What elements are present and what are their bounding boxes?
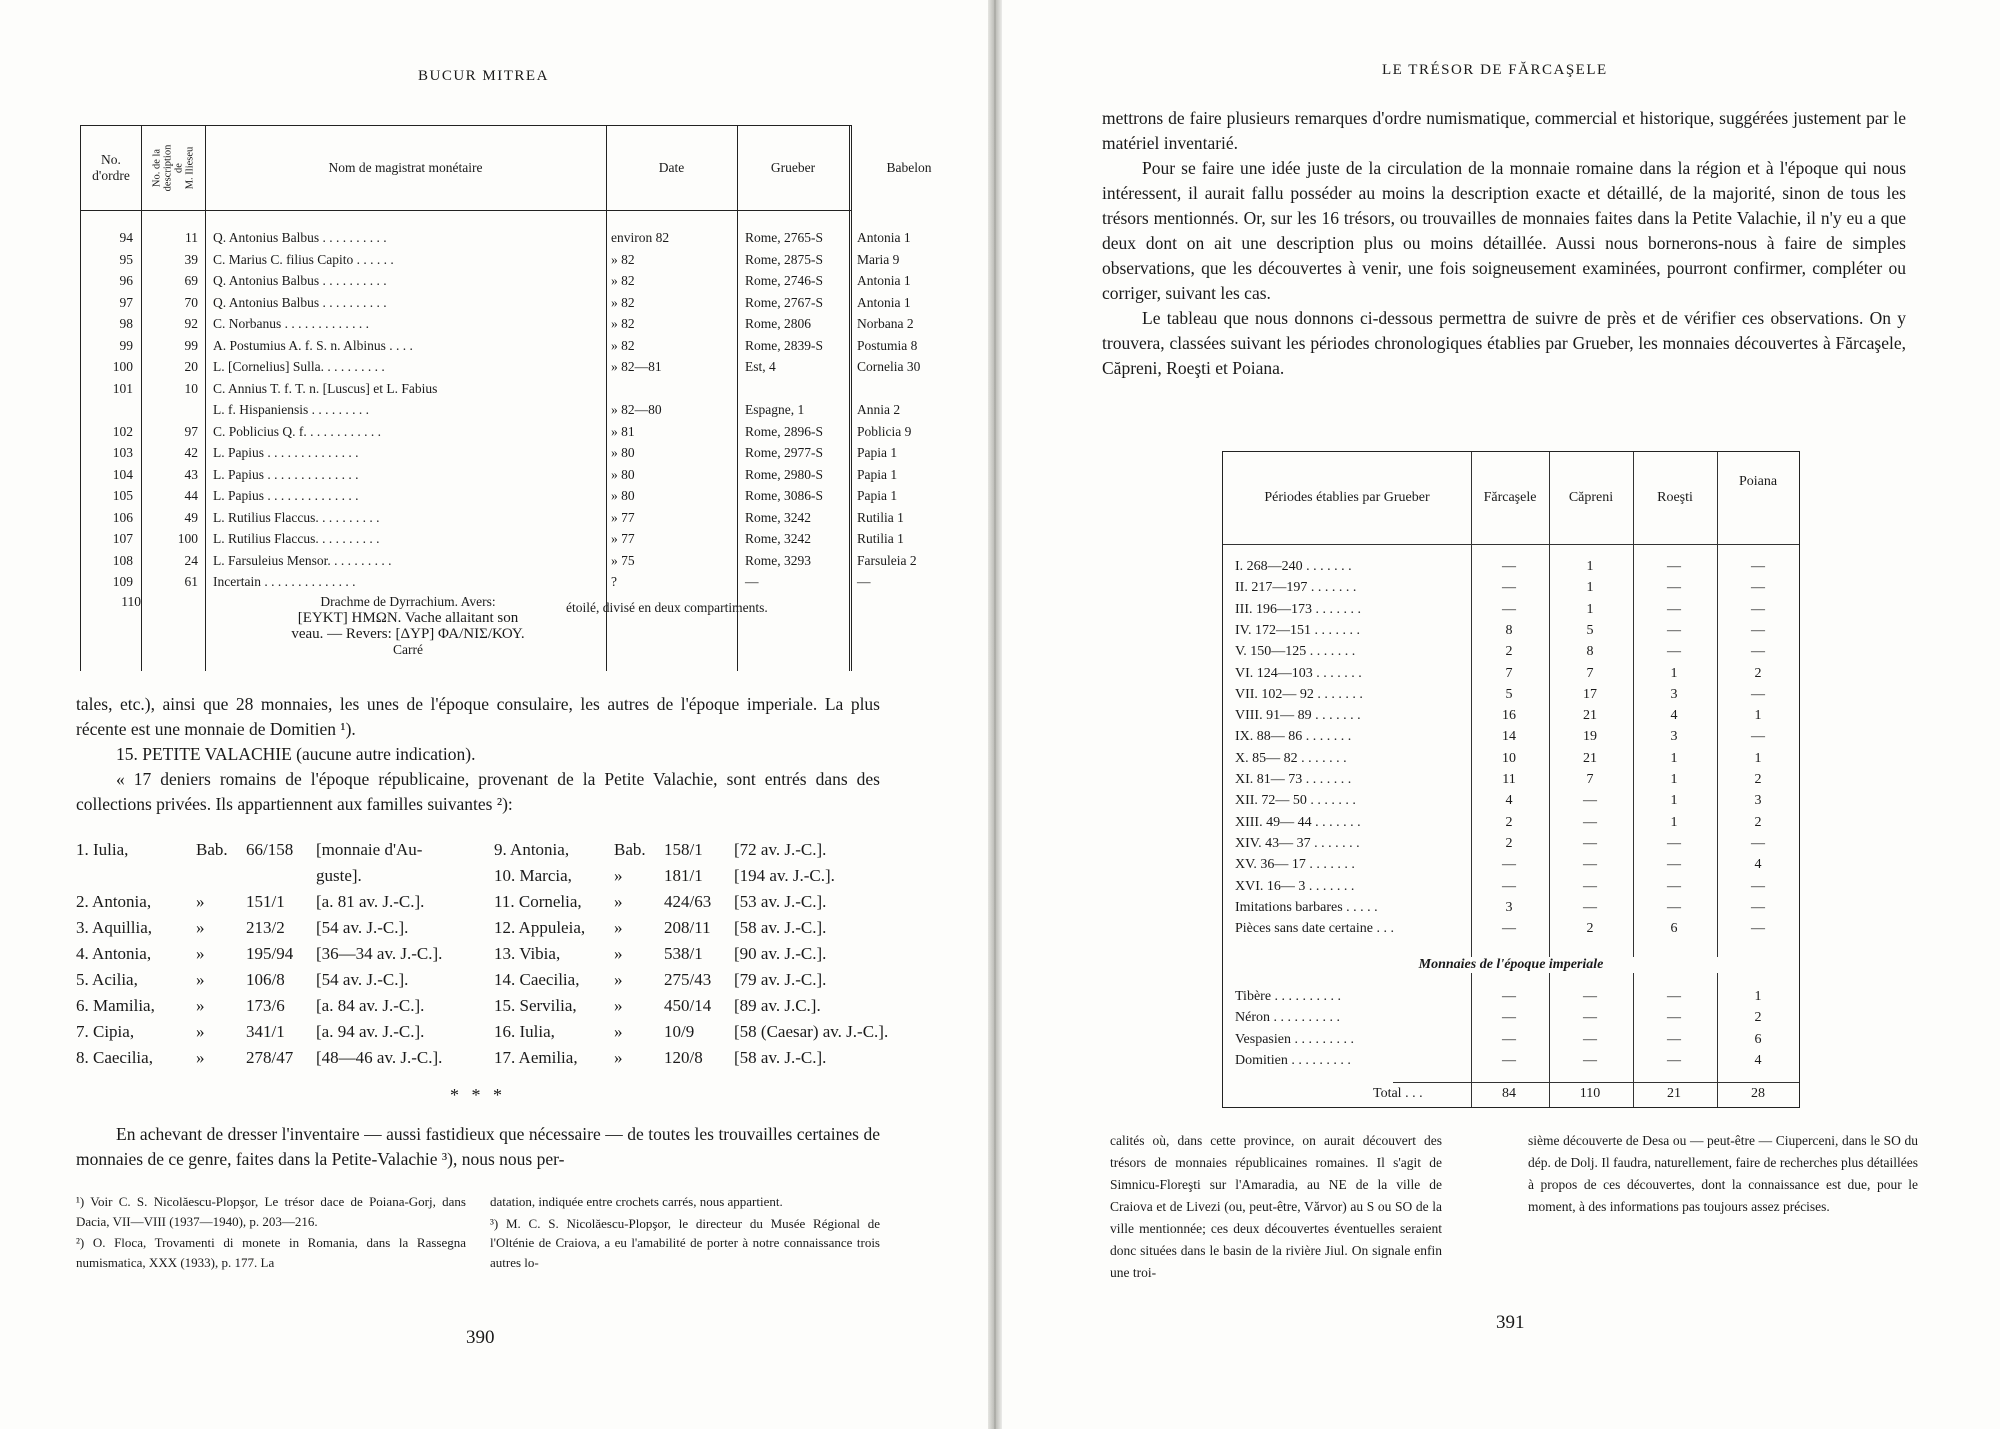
magistrate-table	[80, 125, 932, 671]
cell-name: L. Papius . . . . . . . . . . . . . .	[213, 466, 359, 482]
cell-babelon: Antonia 1	[857, 294, 911, 310]
cell-no: 98	[119, 316, 133, 331]
cell-babelon: Postumia 8	[857, 337, 918, 353]
cell-no: 101	[112, 380, 133, 396]
cell-babelon: Papia 1	[857, 445, 898, 460]
cell-babelon: Papia 1	[857, 466, 898, 482]
cell-date: environ 82	[611, 230, 670, 245]
period-row: Pièces sans date certaine . . . — 2 6 —	[1235, 921, 1765, 937]
cell-date: » 75	[611, 552, 635, 568]
cell-desc: 10	[184, 380, 198, 396]
header-roesti: Roeşti	[1657, 490, 1693, 505]
cell-babelon: Antonia 1	[857, 273, 911, 288]
cell-desc: 100	[177, 531, 198, 546]
cell-name: L. f. Hispaniensis . . . . . . . . .	[213, 402, 369, 417]
row-110-no: 110	[121, 594, 141, 609]
cell-date: » 82	[611, 273, 635, 288]
row-110-note: étoilé, divisé en deux compartiments.	[566, 600, 768, 615]
total-row: Total . . . 84 110 21 28	[1373, 1086, 1765, 1101]
cell-no: 109	[112, 574, 133, 589]
cell-grueber: Rome, 3242	[745, 531, 811, 546]
footnote-2: ²) O. Floca, Trovamenti di monete in Romania, dans la Rassegna numismatica, XXX (1933), p. 177. La	[76, 1235, 466, 1270]
asterisks: * * *	[450, 1085, 506, 1105]
cell-grueber: Espagne, 1	[745, 402, 805, 417]
cell-no: 94	[119, 230, 133, 245]
cell-desc: 49	[184, 509, 198, 525]
imperial-heading: Monnaies de l'époque imperiale	[1223, 957, 1799, 973]
cell-desc: 44	[184, 488, 198, 503]
cell-desc: 99	[184, 337, 198, 353]
table-row	[81, 464, 898, 486]
period-row: V. 150—125 . . . . . . . 2 8 — —	[1235, 644, 1765, 660]
cell-name: Q. Antonius Balbus . . . . . . . . . .	[213, 230, 387, 245]
table-row	[81, 571, 871, 593]
cell-no: 105	[112, 488, 133, 503]
period-row: I. 268—240 . . . . . . . — 1 — —	[1235, 559, 1765, 574]
cell-date: » 80	[611, 445, 635, 460]
header-poiana: Poiana	[1738, 474, 1778, 489]
cell-desc: 61	[184, 574, 198, 589]
cell-name: Q. Antonius Balbus . . . . . . . . . .	[213, 294, 387, 310]
cell-name: L. [Cornelius] Sulla. . . . . . . . . .	[213, 359, 385, 374]
cell-date: » 82	[611, 294, 635, 310]
cell-babelon: Annia 2	[857, 402, 901, 417]
cell-no: 103	[112, 445, 133, 460]
table-row	[81, 442, 898, 464]
table-row	[81, 249, 900, 271]
cell-desc: 70	[184, 294, 198, 310]
header-farcasele: Fărcaşele	[1483, 490, 1537, 505]
cell-desc: 24	[184, 552, 198, 568]
cell-date: » 82	[611, 316, 635, 331]
footnotes-left-col	[76, 1192, 466, 1274]
table-row	[81, 292, 911, 314]
running-head-left: BUCUR MITREA	[418, 68, 549, 84]
period-row: XIII. 49— 44 . . . . . . . 2 — 1 2	[1235, 814, 1762, 830]
cell-grueber: —	[745, 574, 759, 589]
cell-desc: 97	[184, 423, 198, 439]
cell-date: » 80	[611, 488, 635, 503]
cell-desc: 43	[184, 466, 198, 482]
cell-babelon: Farsuleia 2	[857, 552, 917, 568]
right-col-right: sième découverte de Desa ou — peut-être — Ciuperceni, dans le SO du dép. de Dolj. Il faudra, naturellement, faire de recherches plus détaillées à propos de ces découvertes, dont la connaissance est due, pour le moment, à des informations pas toujours assez précises.	[1528, 1133, 1918, 1214]
table-row	[81, 421, 912, 443]
cell-grueber: Rome, 2746-S	[745, 273, 824, 288]
cell-name: C. Marius C. filius Capito . . . . . .	[213, 251, 394, 267]
cell-desc: 92	[184, 316, 198, 331]
row-110-desc: Drachme de Dyrrachium. Avers: [EYKT] HMΩN. Vache allaitant son veau. — Revers: [ΔYP] ΦΑ/ΝΙΣ/ΚΟΥ. Carré	[291, 594, 525, 657]
period-row: IX. 88— 86 . . . . . . . 14 19 3 —	[1235, 729, 1765, 745]
period-row: XI. 81— 73 . . . . . . . 11 7 1 2	[1235, 772, 1762, 787]
table-row	[81, 356, 921, 378]
cell-babelon: Papia 1	[857, 488, 898, 503]
quote-paragraph: « 17 deniers romains de l'époque républicaine, provenant de la Petite Valachie, sont entrés dans des collections privées. Ils appartiennent aux familles suivantes ²):	[76, 769, 880, 814]
table-row	[81, 507, 904, 529]
cell-name: C. Annius T. f. T. n. [Luscus] et L. Fabius	[213, 380, 438, 396]
cell-date: » 80	[611, 466, 635, 482]
cell-grueber: Rome, 3242	[745, 509, 811, 525]
header-date: Date	[658, 160, 685, 175]
table-row	[81, 270, 911, 292]
cell-babelon: Rutilia 1	[857, 531, 904, 546]
header-periodes: Périodes établies par Grueber	[1264, 490, 1430, 505]
cell-babelon: Antonia 1	[857, 230, 911, 245]
cell-babelon: Cornelia 30	[857, 359, 921, 374]
header-babelon: Babelon	[886, 160, 932, 175]
left-page: BUCUR MITREA No. d'ordre No. de la description de M. Ilieseu Nom de magistrat monétaire Date Grueber Babelon 94 11 Q. Antonius Balbus . . . . . . . . . . environ 82 Rome, 2765-S Antonia 1 95 39 C. Marius C. filius Capito . . . . . . » 82 Rome, 2875-S Maria 9 96 69 Q. Antonius Balbus . . . . . . . . . . » 82 Rome, 2746-S Antonia 1 97 70 Q. Antonius Balbus . . . . . . . . . . » 82 Rome, 2767-S Antonia 1 98 92 C. Norbanus . . . . . . . . . . . . . » 82 Rome, 2806 Norbana 2 99 99 A. Postumius A. f. S. n. Albinus . . . . » 82 Rome, 2839-S Postumia 8 100 20 L. [Cornelius] Sulla. . . . . . . . . . » 82—81 Est, 4 Cornelia 30 101 10 C. Annius T. f. T. n. [Luscus] et L. Fabius L. f. Hispaniensis . . . . . . . . . » 82—80 Espagne, 1 Annia 2 102 97 C. Poblicius Q. f. . . . . . . . . . . . » 81 Rome, 2896-S Poblicia 9 103 42 L. Papius . . . . . . . . . . . . . . » 80 Rome, 2977-S Papia 1 104 43 L. Papius . . . . . . . . . . . . . . » 80 Rome, 2980-S Papia 1 105 44 L. Papius . . . . . . . . . . . . . . » 80 Rome, 3086-S Papia 1 106 49 L. Rutilius Flaccus. . . . . . . . . . » 77 Rome, 3242 Rutilia 1 107 100 L. Rutilius Flaccus. . . . . . . . . . » 77 Rome, 3242 Rutilia 1 108 24 L. Farsuleius Mensor. . . . . . . . . . » 75 Rome, 3293 Farsuleia 2 109 61 Incertain . . . . . . . . . . . . . . ? — — 110 Drachme de Dyrrachium. Avers: [EYKT] HMΩN. Vache allaitant son veau. — Revers: [ΔYP] ΦΑ/ΝΙΣ/ΚΟΥ. Carré étoilé, divisé en deux compartiments. tales, etc.), ainsi que 28 monnaies, les unes de l'époque consulaire, les autres de l'époque imperiale. La plus récente est une monnaie de Domitien ¹). 15. PETITE VALACHIE (aucune autre indication). « 17 deniers romains de l'époque républicaine, provenant de la Petite Valachie, sont entrés dans des collections privées. Ils appartiennent aux familles suivantes ²): 1. Iulia, Bab. 66/158 [monnaie d'Au- guste]. 2. Antonia, » 151/1 [a. 81 av. J.-C.]. 3. Aquillia, » 213/2 [54 av. J.-C.]. 4. Antonia, » 195/94 [36—34 av. J.-C.]. 5. Acilia, » 106/8 [54 av. J.-C.]. 6. Mamilia, » 173/6 [a. 84 av. J.-C.]. 7. Cipia, » 341/1 [a. 94 av. J.-C.]. 8. Caecilia, » 278/47 [48—46 av. J.-C.]. 9. Antonia, Bab. 158/1 [72 av. J.-C.]. 10. Marcia, » 181/1 [194 av. J.-C.]. 11. Cornelia, » 424/63 [53 av. J.-C.]. 12. Appuleia, » 208/11 [58 av. J.-C.]. 13. Vibia, » 538/1 [90 av. J.-C.]. 14. Caecilia, » 275/43 [79 av. J.-C.]. 15. Servilia, » 450/14 [89 av. J.C.]. 16. Iulia, » 10/9 [58 (Caesar) av. J.-C.]. 17. Aemilia, » 120/8 [58 av. J.-C.]. * * * En achevant de dresser l'inventaire — aussi fastidieux que nécessaire — de toutes les trouvailles certaines de monnaies de ce genre, faites dans la Petite-Valachie ³), nous nous per- ¹) Voir C. S. Nicolăescu-Plopşor, Le trésor dace de Poiana-Gorj, dans Dacia, VII—VIII (1937—1940), p. 203—216. ²) O. Floca, Trovamenti di monete in Romania, dans la Rassegna numismatica, XXX (1933), p. 177. La datation, indiquée entre crochets carrés, nous appartient. ³) M. C. S. Nicolăescu-Plopşor, le directeur du Musée Régional de l'Olténie de Craiova, a eu l'amabilité de porter à notre connaissance trois autres lo- 390	[0, 0, 988, 1429]
cell-name: A. Postumius A. f. S. n. Albinus . . . .	[213, 337, 413, 353]
cell-no: 95	[119, 251, 133, 267]
footnotes-right-col	[490, 1192, 880, 1274]
cell-name: L. Rutilius Flaccus. . . . . . . . . .	[213, 509, 380, 525]
period-row: X. 85— 82 . . . . . . . 10 21 1 1	[1235, 750, 1762, 766]
header-capreni: Căpreni	[1568, 490, 1614, 505]
table-row	[81, 399, 901, 421]
footnote-2-cont: datation, indiquée entre crochets carrés, nous appartient.	[490, 1194, 783, 1209]
header-name: Nom de magistrat monétaire	[328, 160, 483, 175]
right-col-left: calités où, dans cette province, on aurait découvert des trésors de monnaies républicaines romaines. Il s'agit de Simnicu-Floreşti sur l'Amaradia, au NE de la ville de Craiova et de Livezi (ou, peut-être, Vărvor) au S ou SO de la ville mentionnée; ces deux découvertes éventuelles seraient donc situées dans le basin de la rivière Jiul. On signale enfin une troi-	[1110, 1133, 1442, 1280]
cell-grueber: Rome, 2806	[745, 316, 811, 331]
right-text-block: mettrons de faire plusieurs remarques d'ordre numismatique, commercial et historique, suggérées justement par le matériel inventarié. Pour se faire une idée juste de la circulation de la monnaie romaine dans la région et à l'époque qui nous intéressent, il aurait fallu posséder au moins la description exacte et détaillé, de la majorité, sinon de tous les trésors mentionnés. Or, sur les 16 trésors, ou trouvailles de monnaies faites dans la Petite Valachie, il n'y eu a que deux dont on ait une description plus ou moins détaillée. Aussi nous bornerons-nous à faire de simples observations, que les découvertes à venir, une fois soigneusement examinées, pourront confirmer, compléter ou corriger, suivant les cas. Le tableau que nous donnons ci-dessous permettra de suivre de près et de vérifier ces observations. On y trouvera, classées suivant les périodes chronologiques établies par Grueber, les monnaies découvertes à Fărcaşele, Căpreni, Roeşti et Poiana.	[1102, 108, 1906, 378]
cell-name: Incertain . . . . . . . . . . . . . .	[213, 574, 356, 589]
cell-grueber: Rome, 2896-S	[745, 423, 824, 439]
cell-date: » 81	[611, 423, 635, 439]
header-desc: No. de la description de M. Ilieseu	[151, 144, 195, 192]
period-row: VI. 124—103 . . . . . . . 7 7 1 2	[1235, 665, 1762, 681]
cell-desc: 69	[184, 273, 198, 288]
cell-name: L. Papius . . . . . . . . . . . . . .	[213, 445, 359, 460]
cell-grueber: Rome, 2980-S	[745, 466, 824, 482]
table-row	[81, 550, 917, 572]
cell-no: 102	[112, 423, 133, 439]
table-row	[81, 528, 904, 550]
cell-babelon: Maria 9	[857, 251, 900, 267]
period-row: XVI. 16— 3 . . . . . . . — — — —	[1235, 878, 1765, 894]
table-row	[81, 335, 918, 357]
cell-date: » 82	[611, 251, 635, 267]
cell-no: 107	[112, 531, 133, 546]
page-number-left: 390	[466, 1327, 495, 1348]
period-row: Tibère . . . . . . . . . . — — — 1	[1235, 989, 1762, 1004]
header-no: No. d'ordre	[92, 152, 130, 183]
cell-grueber: Rome, 2977-S	[745, 445, 824, 460]
cell-desc: 20	[184, 359, 198, 374]
cell-date: » 82	[611, 337, 635, 353]
cell-no: 100	[112, 359, 133, 374]
cell-desc: 39	[184, 251, 198, 267]
cell-no: 96	[119, 273, 133, 288]
period-row: XII. 72— 50 . . . . . . . 4 — 1 3	[1235, 793, 1762, 809]
cell-grueber: Rome, 2765-S	[745, 230, 824, 245]
cell-grueber: Rome, 2875-S	[745, 251, 824, 267]
running-head-right: LE TRÉSOR DE FĂRCAŞELE	[1382, 62, 1608, 78]
cell-babelon: —	[857, 574, 871, 589]
cell-no: 108	[112, 552, 133, 568]
cell-no: 104	[112, 466, 133, 482]
period-row: Vespasien . . . . . . . . . — — — 6	[1235, 1031, 1762, 1047]
page-number-right: 391	[1496, 1312, 1525, 1333]
cell-desc: 42	[184, 445, 198, 460]
paragraph-tales: tales, etc.), ainsi que 28 monnaies, les unes de l'époque consulaire, les autres de l'époque imperiale. La plus récente est une monnaie de Domitien ¹). 15. PETITE VALACHIE (aucune autre indication). « 17 deniers romains de l'époque républicaine, provenant de la Petite Valachie, sont entrés dans des collections privées. Ils appartiennent aux familles suivantes ²):	[76, 692, 880, 817]
footnote-3: ³) M. C. S. Nicolăescu-Plopşor, le directeur du Musée Régional de l'Olténie de Craiova, a eu l'amabilité de porter à notre connaissance trois autres lo-	[490, 1215, 880, 1270]
cell-babelon: Poblicia 9	[857, 423, 912, 439]
table-row	[81, 485, 898, 507]
cell-desc: 11	[185, 230, 198, 245]
cell-grueber: Rome, 3293	[745, 552, 811, 568]
cell-babelon: Norbana 2	[857, 316, 914, 331]
period-row: III. 196—173 . . . . . . . — 1 — —	[1235, 601, 1765, 617]
section-heading: 15. PETITE VALACHIE (aucune autre indication).	[116, 744, 476, 764]
cell-date: » 82—81	[611, 359, 662, 374]
table-row	[81, 313, 914, 335]
cell-no: 97	[119, 294, 133, 310]
cell-grueber: Est, 4	[745, 359, 776, 374]
cell-grueber: Rome, 2767-S	[745, 294, 824, 310]
cell-name: C. Poblicius Q. f. . . . . . . . . . . .	[213, 423, 382, 439]
period-row: XV. 36— 17 . . . . . . . — — — 4	[1235, 857, 1762, 873]
cell-date: » 82—80	[611, 402, 662, 417]
period-row: IV. 172—151 . . . . . . . 8 5 — —	[1235, 622, 1765, 638]
period-row: Néron . . . . . . . . . . — — — 2	[1235, 1010, 1762, 1026]
cell-name: L. Farsuleius Mensor. . . . . . . . . .	[213, 552, 392, 568]
period-row: II. 217—197 . . . . . . . — 1 — —	[1235, 580, 1765, 596]
period-row: VIII. 91— 89 . . . . . . . 16 21 4 1	[1235, 708, 1762, 724]
period-row: VII. 102— 92 . . . . . . . 5 17 3 —	[1235, 686, 1765, 702]
period-row: Imitations barbares . . . . . 3 — — —	[1235, 899, 1765, 915]
cell-name: L. Rutilius Flaccus. . . . . . . . . .	[213, 531, 380, 546]
cell-grueber: Rome, 3086-S	[745, 488, 824, 503]
book-gutter	[988, 0, 1002, 1429]
header-grueber: Grueber	[770, 160, 816, 175]
period-row: XIV. 43— 37 . . . . . . . 2 — — —	[1235, 835, 1765, 851]
cell-no: 106	[112, 509, 133, 525]
cell-date: » 77	[611, 509, 635, 525]
period-row: Domitien . . . . . . . . . — — — 4	[1235, 1052, 1762, 1068]
cell-grueber: Rome, 2839-S	[745, 337, 824, 353]
cell-babelon: Rutilia 1	[857, 509, 904, 525]
cell-name: L. Papius . . . . . . . . . . . . . .	[213, 488, 359, 503]
table-row	[81, 227, 911, 249]
cell-name: C. Norbanus . . . . . . . . . . . . .	[213, 316, 369, 331]
cell-date: ?	[611, 574, 617, 589]
periods-table	[1222, 451, 1800, 1108]
footnote-1: ¹) Voir C. S. Nicolăescu-Plopşor, Le trésor dace de Poiana-Gorj, dans Dacia, VII—VIII (1937—1940), p. 203—216.	[76, 1194, 466, 1229]
cell-no: 99	[119, 337, 133, 353]
cell-name: Q. Antonius Balbus . . . . . . . . . .	[213, 273, 387, 288]
table-row	[81, 378, 851, 400]
paragraph-achevant: En achevant de dresser l'inventaire — aussi fastidieux que nécessaire — de toutes les trouvailles certaines de monnaies de ce genre, faites dans la Petite-Valachie ³), nous nous per-	[76, 1124, 880, 1169]
cell-date: » 77	[611, 531, 635, 546]
